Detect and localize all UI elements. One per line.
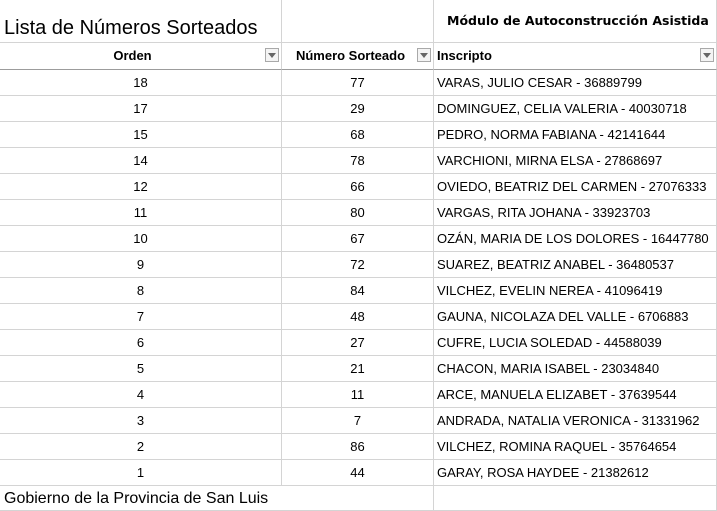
column-header-label: Número Sorteado <box>295 48 406 63</box>
cell-inscripto[interactable]: CHACON, MARIA ISABEL - 23034840 <box>434 356 717 382</box>
cell-orden[interactable]: 11 <box>0 200 282 226</box>
cell-inscripto[interactable]: SUAREZ, BEATRIZ ANABEL - 36480537 <box>434 252 717 278</box>
cell-inscripto[interactable]: CUFRE, LUCIA SOLEDAD - 44588039 <box>434 330 717 356</box>
cell-orden[interactable]: 1 <box>0 460 282 486</box>
cell-orden[interactable]: 3 <box>0 408 282 434</box>
cell-numero[interactable]: 84 <box>282 278 434 304</box>
footer-label: Gobierno de la Provincia de San Luis <box>4 490 269 507</box>
cell-orden[interactable]: 7 <box>0 304 282 330</box>
cell-numero[interactable]: 48 <box>282 304 434 330</box>
cell-orden[interactable]: 5 <box>0 356 282 382</box>
empty-cell[interactable] <box>434 486 717 511</box>
cell-orden[interactable]: 4 <box>0 382 282 408</box>
cell-numero[interactable]: 27 <box>282 330 434 356</box>
cell-numero[interactable]: 68 <box>282 122 434 148</box>
empty-cell[interactable] <box>282 0 434 43</box>
cell-orden[interactable]: 6 <box>0 330 282 356</box>
column-header-orden[interactable] <box>0 43 282 70</box>
cell-numero[interactable]: 11 <box>282 382 434 408</box>
cell-inscripto[interactable]: ANDRADA, NATALIA VERONICA - 31331962 <box>434 408 717 434</box>
cell-inscripto[interactable]: VARGAS, RITA JOHANA - 33923703 <box>434 200 717 226</box>
module-title-text: Módulo de Autoconstrucción Asistida <box>447 13 709 28</box>
cell-inscripto[interactable]: GARAY, ROSA HAYDEE - 21382612 <box>434 460 717 486</box>
sheet-title-text: Lista de Números Sorteados <box>4 17 258 39</box>
cell-orden[interactable]: 9 <box>0 252 282 278</box>
cell-orden[interactable]: 17 <box>0 96 282 122</box>
cell-numero[interactable]: 78 <box>282 148 434 174</box>
column-header-inscripto[interactable] <box>434 43 717 70</box>
cell-numero[interactable]: 21 <box>282 356 434 382</box>
cell-orden[interactable]: 12 <box>0 174 282 200</box>
column-header-label: Orden <box>113 48 152 63</box>
cell-inscripto[interactable]: DOMINGUEZ, CELIA VALERIA - 40030718 <box>434 96 717 122</box>
filter-dropdown-icon[interactable] <box>700 48 714 62</box>
column-header-numero[interactable] <box>282 43 434 70</box>
filter-dropdown-icon[interactable] <box>265 48 279 62</box>
cell-numero[interactable]: 29 <box>282 96 434 122</box>
sheet-title[interactable] <box>0 0 282 43</box>
cell-numero[interactable]: 66 <box>282 174 434 200</box>
cell-orden[interactable]: 14 <box>0 148 282 174</box>
cell-numero[interactable]: 7 <box>282 408 434 434</box>
cell-inscripto[interactable]: VARAS, JULIO CESAR - 36889799 <box>434 70 717 96</box>
cell-numero[interactable]: 67 <box>282 226 434 252</box>
cell-inscripto[interactable]: VILCHEZ, ROMINA RAQUEL - 35764654 <box>434 434 717 460</box>
module-title[interactable] <box>434 0 717 43</box>
cell-numero[interactable]: 86 <box>282 434 434 460</box>
cell-numero[interactable]: 72 <box>282 252 434 278</box>
cell-inscripto[interactable]: GAUNA, NICOLAZA DEL VALLE - 6706883 <box>434 304 717 330</box>
cell-numero[interactable]: 80 <box>282 200 434 226</box>
cell-inscripto[interactable]: VARCHIONI, MIRNA ELSA - 27868697 <box>434 148 717 174</box>
cell-inscripto[interactable]: OZÁN, MARIA DE LOS DOLORES - 16447780 <box>434 226 717 252</box>
column-header-label: Inscripto <box>437 48 492 63</box>
cell-orden[interactable]: 15 <box>0 122 282 148</box>
cell-inscripto[interactable]: ARCE, MANUELA ELIZABET - 37639544 <box>434 382 717 408</box>
cell-inscripto[interactable]: OVIEDO, BEATRIZ DEL CARMEN - 27076333 <box>434 174 717 200</box>
cell-orden[interactable]: 10 <box>0 226 282 252</box>
footer-text[interactable] <box>0 486 434 511</box>
cell-inscripto[interactable]: VILCHEZ, EVELIN NEREA - 41096419 <box>434 278 717 304</box>
cell-orden[interactable]: 8 <box>0 278 282 304</box>
cell-orden[interactable]: 18 <box>0 70 282 96</box>
cell-numero[interactable]: 77 <box>282 70 434 96</box>
cell-orden[interactable]: 2 <box>0 434 282 460</box>
cell-inscripto[interactable]: PEDRO, NORMA FABIANA - 42141644 <box>434 122 717 148</box>
filter-dropdown-icon[interactable] <box>417 48 431 62</box>
cell-numero[interactable]: 44 <box>282 460 434 486</box>
